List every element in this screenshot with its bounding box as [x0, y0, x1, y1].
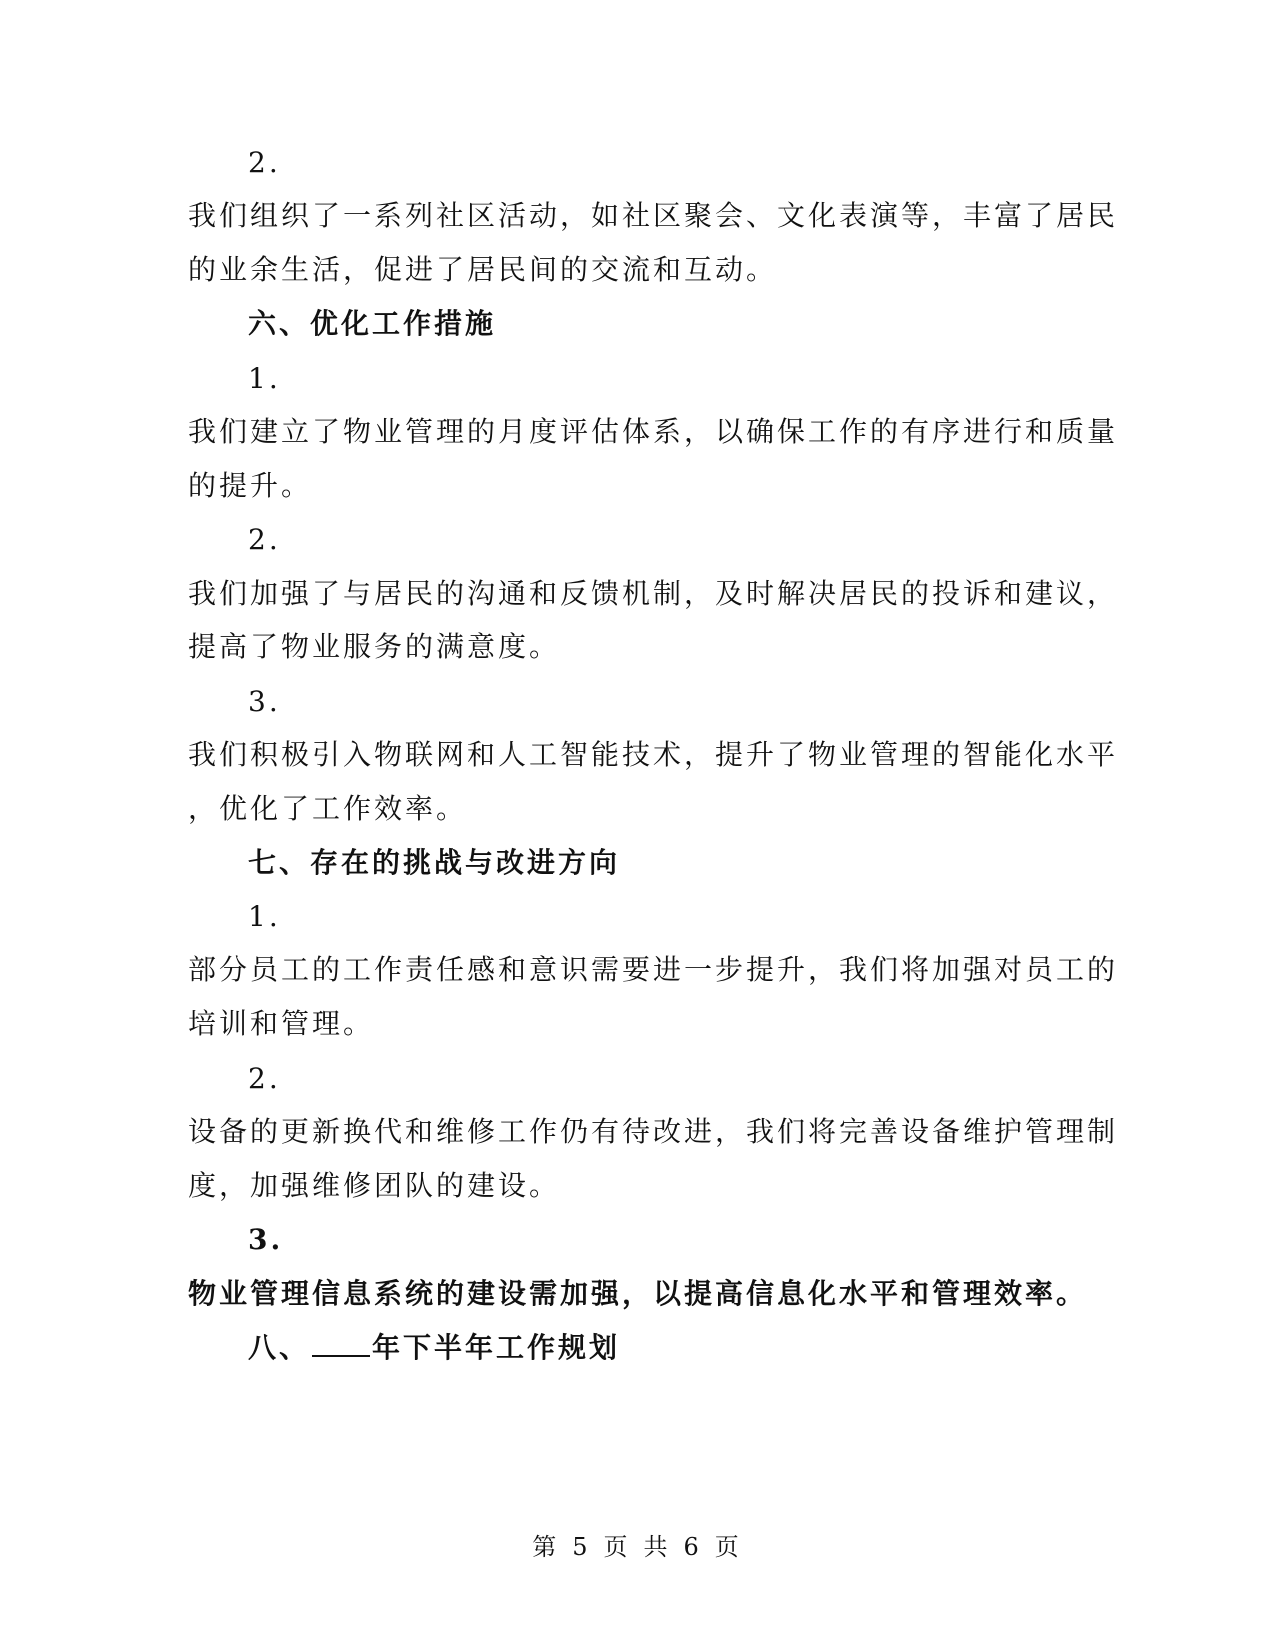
footer-label-unit-end: 页: [714, 1533, 743, 1561]
paragraph-line: 物业管理信息系统的建设需加强，以提高信息化水平和管理效率。: [188, 1277, 1088, 1310]
paragraph-line: 部分员工的工作责任感和意识需要进一步提升，我们将加强对员工的: [188, 953, 1119, 986]
paragraph-line: 我们加强了与居民的沟通和反馈机制，及时解决居民的投诉和建议，: [188, 577, 1119, 610]
paragraph-line: 我们建立了物业管理的月度评估体系，以确保工作的有序进行和质量: [188, 415, 1119, 448]
year-blank: [312, 1333, 370, 1357]
section-heading-6: 六、优化工作措施: [248, 307, 497, 340]
list-number: 2.: [248, 1062, 281, 1095]
paragraph-line: 我们积极引入物联网和人工智能技术，提升了物业管理的智能化水平: [188, 738, 1119, 771]
section-heading-8: [248, 1330, 620, 1366]
paragraph-line: 设备的更新换代和维修工作仍有待改进，我们将完善设备维护管理制: [188, 1115, 1119, 1148]
list-number: 3.: [248, 1223, 284, 1256]
footer-total-pages: 6: [683, 1533, 703, 1561]
section-heading-prefix: 八、: [248, 1331, 311, 1364]
paragraph-line: 我们组织了一系列社区活动，如社区聚会、文化表演等，丰富了居民: [188, 199, 1119, 232]
footer-label-page: 第: [532, 1533, 561, 1561]
list-number: 1.: [248, 362, 281, 395]
footer-label-total: 共: [643, 1533, 672, 1561]
paragraph-line: 培训和管理。: [188, 1007, 375, 1040]
section-heading-7: 七、存在的挑战与改进方向: [248, 846, 621, 879]
footer-label-unit: 页: [603, 1533, 632, 1561]
list-number: 1.: [248, 900, 281, 933]
footer-current-page: 5: [572, 1533, 592, 1561]
paragraph-line: 度，加强维修团队的建设。: [188, 1169, 561, 1202]
section-heading-suffix: 年下半年工作规划: [372, 1331, 621, 1364]
paragraph-line: 提高了物业服务的满意度。: [188, 630, 561, 663]
paragraph-line: 的提升。: [188, 469, 313, 502]
page-footer: [0, 1532, 1275, 1562]
list-number: 2.: [248, 523, 281, 556]
paragraph-line: ，优化了工作效率。: [188, 792, 468, 825]
paragraph-line: 的业余生活，促进了居民间的交流和互动。: [188, 253, 778, 286]
list-number: 3.: [248, 685, 281, 718]
list-number: 2.: [248, 146, 281, 179]
